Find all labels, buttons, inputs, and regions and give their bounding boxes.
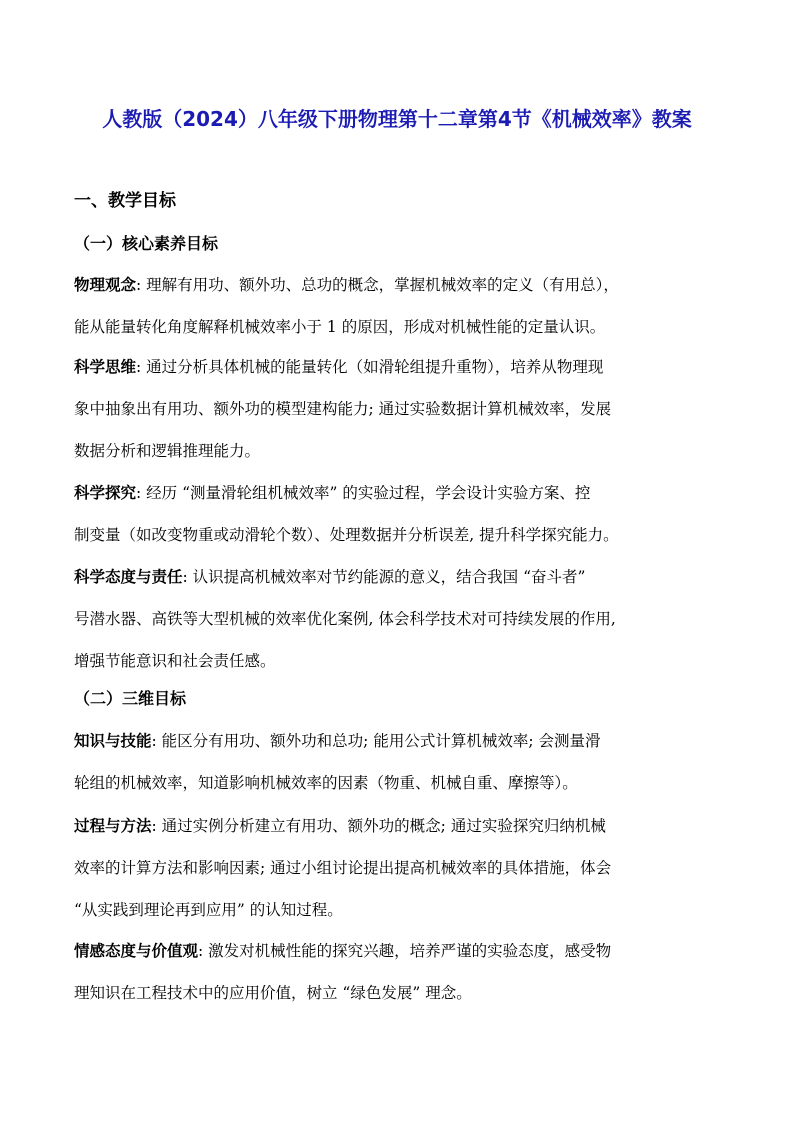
paragraph-label: 科学思维 [74, 358, 137, 376]
section-heading-teaching-goals: 一、教学目标 [74, 191, 176, 211]
paragraph-text: : 通过实例分析建立有用功、额外功的概念; 通过实验探究归纳机械 [151, 817, 606, 835]
paragraph-label: 情感态度与价值观 [74, 942, 199, 960]
paragraph-line: 效率的计算方法和影响因素; 通过小组讨论提出提高机械效率的具体措施，体会 [74, 859, 612, 877]
paragraph-text: : 通过分析具体机械的能量转化（如滑轮组提升重物），培养从物理现 [136, 358, 604, 376]
paragraph-text: : 经历 “测量滑轮组机械效率” 的实验过程，学会设计实验方案、控 [136, 484, 591, 502]
paragraph-line: 理知识在工程技术中的应用价值，树立 “绿色发展” 理念。 [74, 984, 472, 1002]
paragraph-line: 数据分析和逻辑推理能力。 [74, 442, 261, 460]
paragraph-line: 增强节能意识和社会责任感。 [74, 652, 276, 670]
paragraph-text: : 认识提高机械效率对节约能源的意义，结合我国 “奋斗者” [182, 568, 586, 586]
paragraph-emotion-values [74, 930, 734, 1014]
paragraph-line [74, 472, 734, 514]
paragraph-line [74, 264, 734, 306]
paragraph-scientific-thinking [74, 346, 734, 472]
paragraph-line [74, 805, 734, 847]
paragraph-line: 轮组的机械效率，知道影响机械效率的因素（物重、机械自重、摩擦等）。 [74, 774, 578, 792]
paragraph-label: 知识与技能 [74, 732, 152, 750]
paragraph-label: 科学态度与责任 [74, 568, 183, 586]
paragraph-label: 过程与方法 [74, 817, 152, 835]
document-title: 人教版（2024）八年级下册物理第十二章第4节《机械效率》教案 [102, 107, 692, 131]
paragraph-line: 能从能量转化角度解释机械效率小于 1 的原因，形成对机械性能的定量认识。 [74, 318, 606, 336]
paragraph-text: : 理解有用功、额外功、总功的概念，掌握机械效率的定义（有用总）， [136, 276, 619, 294]
paragraph-text: : 激发对机械性能的探究兴趣，培养严谨的实验态度，感受物 [198, 942, 612, 960]
paragraph-process-methods [74, 805, 734, 931]
paragraph-text: : 能区分有用功、额外功和总功; 能用公式计算机械效率; 会测量滑 [151, 732, 601, 750]
paragraph-line: 号潜水器、高铁等大型机械的效率优化案例, 体会科学技术对可持续发展的作用, [74, 610, 616, 628]
paragraph-line [74, 346, 734, 388]
paragraph-scientific-inquiry [74, 472, 734, 556]
paragraph-knowledge-skills [74, 720, 734, 804]
paragraph-label: 科学探究 [74, 484, 137, 502]
paragraph-label: 物理观念 [74, 276, 137, 294]
paragraph-line [74, 930, 734, 972]
paragraph-line: 制变量（如改变物重或动滑轮个数）、处理数据并分析误差, 提升科学探究能力。 [74, 526, 619, 544]
paragraph-line [74, 720, 734, 762]
subsection-heading-core-literacy: （一）核心素养目标 [74, 234, 219, 253]
subsection-heading-three-dimensional: （二）三维目标 [74, 689, 187, 708]
paragraph-physics-concept [74, 264, 734, 348]
paragraph-line: “从实践到理论再到应用” 的认知过程。 [74, 901, 343, 919]
paragraph-line: 象中抽象出有用功、额外功的模型建构能力; 通过实验数据计算机械效率，发展 [74, 400, 612, 418]
paragraph-attitude-responsibility [74, 556, 734, 682]
paragraph-line [74, 556, 734, 598]
